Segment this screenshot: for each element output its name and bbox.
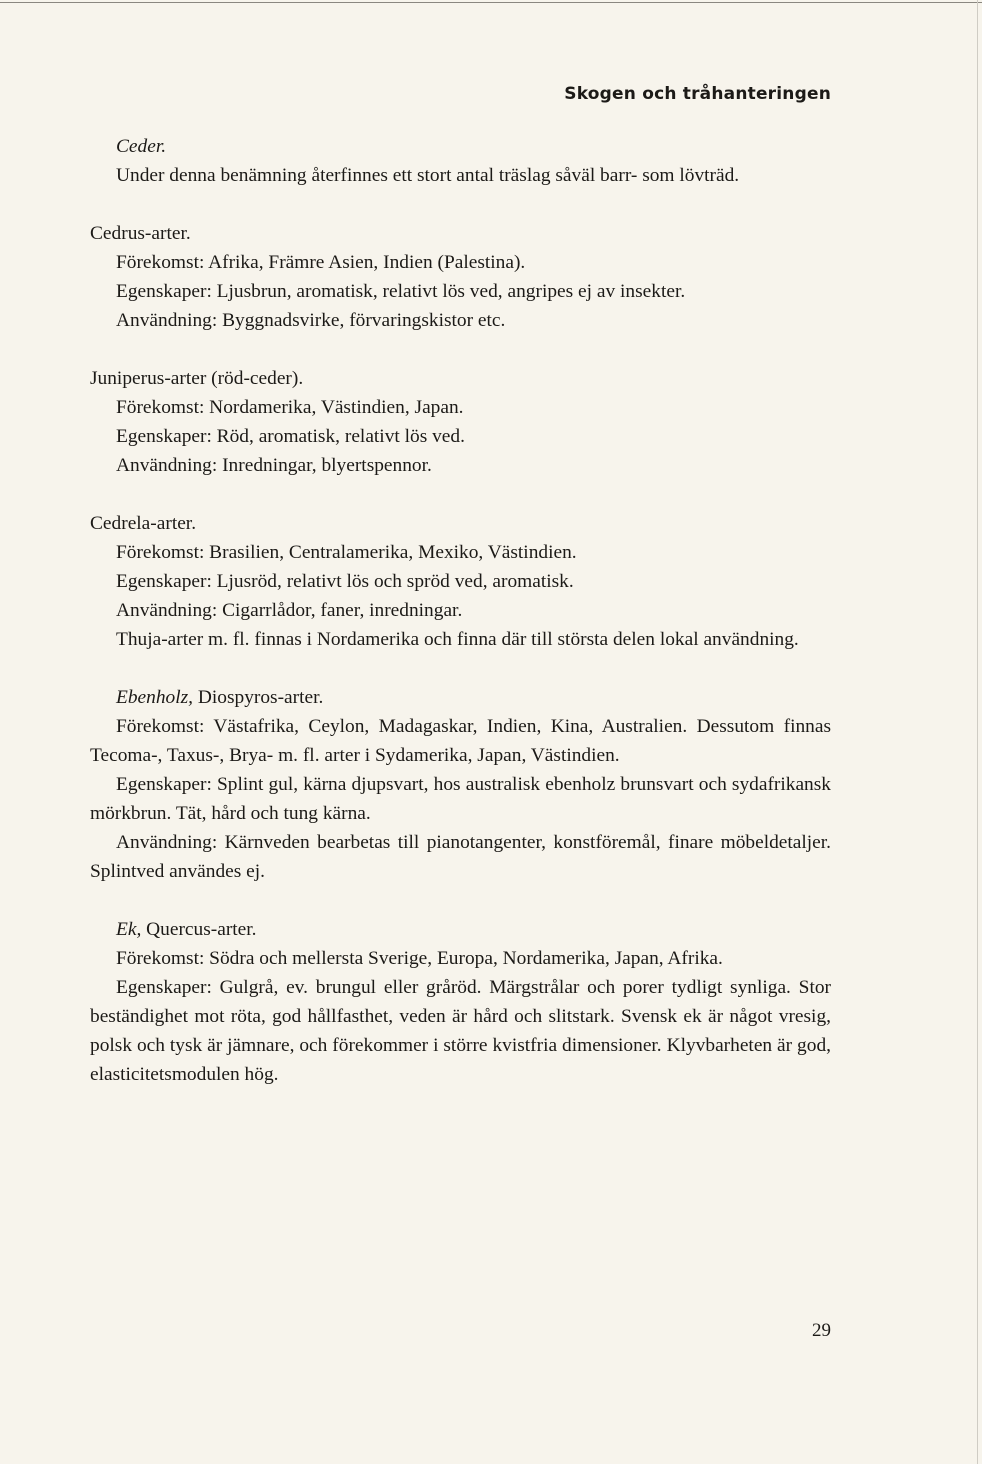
properties-line: Egenskaper: Splint gul, kärna djupsvart, hos australisk ebenholz brunsvart och sydafrikansk mörkbrun. Tät, hård och tung kärna. [90, 774, 831, 824]
section-ebenholz [90, 683, 831, 886]
paragraph: Under denna benämning återfinnes ett stort antal träslag såväl barr- som lövträd. [116, 165, 740, 186]
section-title [90, 683, 831, 712]
occurrence-line: Förekomst: Södra och mellersta Sverige, Europa, Nordamerika, Japan, Afrika. [116, 948, 723, 969]
properties-line: Egenskaper: Röd, aromatisk, relativt lös ved. [116, 426, 465, 447]
usage-line: Användning: Inredningar, blyertspennor. [116, 455, 432, 476]
usage-line: Användning: Byggnadsvirke, förvaringskistor etc. [116, 310, 506, 331]
occurrence-line: Förekomst: Nordamerika, Västindien, Japan. [116, 397, 464, 418]
section-title: Cedrus-arter. [90, 223, 191, 244]
thuja-note: Thuja-arter m. fl. finnas i Nordamerika och finna där till största delen lokal användning. [116, 629, 799, 650]
section-juniperus [90, 364, 831, 480]
running-header: Skogen och tråhanteringen [564, 84, 831, 104]
properties-line: Egenskaper: Ljusröd, relativt lös och spröd ved, aromatisk. [116, 571, 574, 592]
section-ceder [90, 132, 831, 190]
right-scan-edge [977, 0, 978, 1464]
top-scan-edge [0, 2, 982, 3]
occurrence-line: Förekomst: Afrika, Främre Asien, Indien (Palestina). [116, 252, 526, 273]
usage-line: Användning: Kärnveden bearbetas till pianotangenter, konstföremål, finare möbeldetaljer. Splintved användes ej. [90, 832, 831, 882]
occurrence-line: Förekomst: Brasilien, Centralamerika, Mexiko, Västindien. [116, 542, 577, 563]
occurrence-line: Förekomst: Västafrika, Ceylon, Madagaskar, Indien, Kina, Australien. Dessutom finnas Tecoma-, Taxus-, Brya- m. fl. arter i Sydamerika, Japan, Västindien. [90, 716, 831, 766]
species-name: Ek, [116, 919, 142, 940]
properties-line: Egenskaper: Ljusbrun, aromatisk, relativt lös ved, angripes ej av insekter. [116, 281, 686, 302]
species-name: Ebenholz, [116, 687, 194, 708]
section-title [90, 915, 831, 944]
section-title: Cedrela-arter. [90, 513, 197, 534]
page-number: 29 [812, 1320, 831, 1341]
section-title: Ceder. [116, 136, 167, 157]
genus-name: Quercus-arter. [141, 919, 257, 940]
section-ek [90, 915, 831, 1089]
section-title: Juniperus-arter (röd-ceder). [90, 368, 304, 389]
genus-name: Diospyros-arter. [193, 687, 324, 708]
usage-line: Användning: Cigarrlådor, faner, inredningar. [116, 600, 463, 621]
page-body [90, 132, 831, 1089]
properties-line: Egenskaper: Gulgrå, ev. brungul eller gråröd. Märgstrålar och porer tydligt synliga. Stor beständighet mot röta, god hållfasthet, veden är hård och slitstark. Svensk ek är något vresig, polsk och tysk är jämnare, och förekommer i större kvistfria dimensioner. Klyvbarheten är god, elasticitetsmodulen hög. [90, 977, 831, 1085]
section-cedrus [90, 219, 831, 335]
section-cedrela [90, 509, 831, 654]
